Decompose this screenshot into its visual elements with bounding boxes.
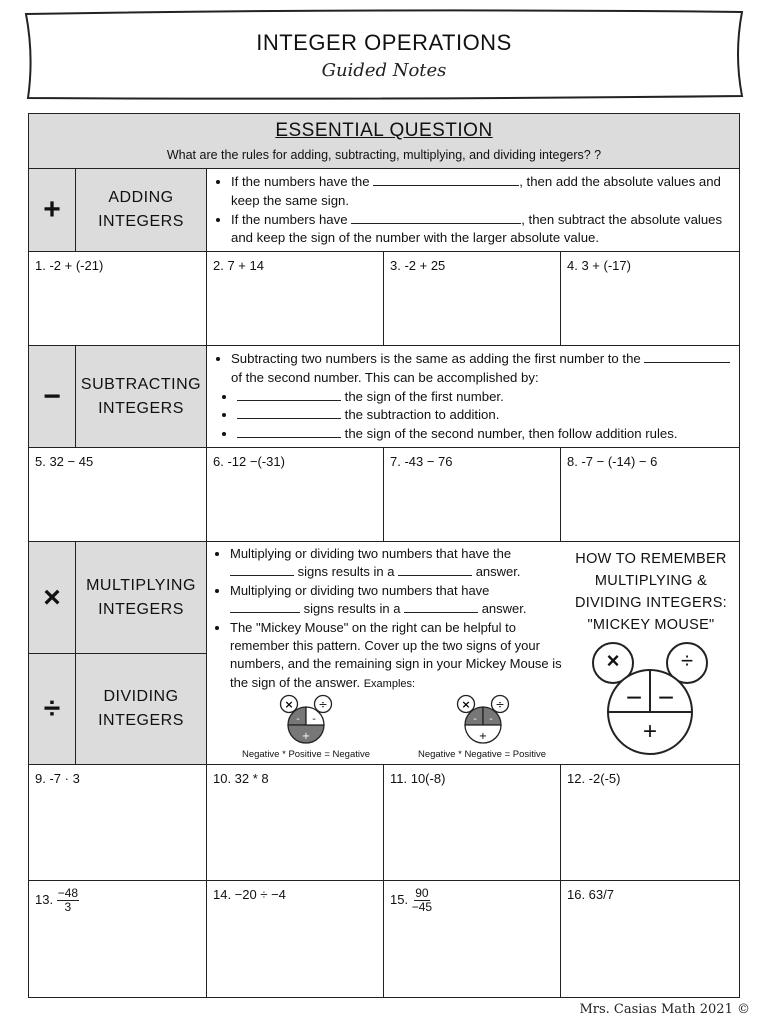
svg-text:-: - (489, 714, 493, 725)
svg-text:÷: ÷ (495, 698, 505, 711)
example-mickey-2-icon (453, 694, 513, 748)
adding-symbol: + (28, 168, 76, 252)
problem-7[interactable]: 7. -43 − 76 (383, 447, 561, 542)
svg-text:×: × (461, 698, 471, 711)
svg-text:-: - (296, 714, 300, 725)
mult-rule-2: • Multiplying or dividing two numbers that have signs results in a answer. (230, 582, 562, 619)
mickey-face-bottom: + (642, 718, 657, 745)
svg-text:+: + (478, 731, 488, 742)
answer-blank[interactable] (237, 389, 341, 401)
example-mickey-1-icon (276, 694, 336, 748)
example-1-caption: Negative * Positive = Negative (241, 749, 371, 760)
examples-label: Examples: (363, 677, 416, 690)
problem-13[interactable]: 13. $\frac{-48}{3}$ (28, 880, 207, 998)
problem-15[interactable]: 15. $\frac{90}{-45}$ (383, 880, 561, 998)
problem-11[interactable]: 11. 10(-8) (383, 764, 561, 881)
example-2-caption: Negative * Negative = Positive (417, 749, 547, 760)
problem-9[interactable]: 9. -7 · 3 (28, 764, 207, 881)
mult-rule-1: • Multiplying or dividing two numbers that have the signs results in a answer. (230, 545, 562, 582)
subtracting-step-3: • the sign of the second number, then follow addition rules. (237, 425, 733, 444)
problem-3[interactable]: 3. -2 + 25 (383, 251, 561, 346)
subtracting-step-1: • the sign of the first number. (237, 388, 733, 407)
mult-div-rules (206, 541, 568, 691)
subtracting-label: SUBTRACTING INTEGERS (75, 345, 207, 448)
problem-10[interactable]: 10. 32 * 8 (206, 764, 384, 881)
adding-rule-2: • If the numbers have , then subtract the absolute values and keep the sign of the number with the larger absolute value. (231, 211, 733, 249)
mickey-title: HOW TO REMEMBER MULTIPLYING & DIVIDING INTEGERS: "MICKEY MOUSE" (574, 551, 728, 633)
problem-2[interactable]: 2. 7 + 14 (206, 251, 384, 346)
subtracting-rules (206, 345, 740, 448)
answer-blank[interactable] (404, 601, 478, 613)
subtracting-symbol: − (28, 345, 76, 448)
answer-blank[interactable] (644, 351, 730, 363)
answer-blank[interactable] (351, 212, 521, 224)
svg-text:÷: ÷ (318, 698, 328, 711)
subtracting-rule: • Subtracting two numbers is the same as adding the first number to the of the second number. This can be accomplished by: (231, 350, 733, 388)
problem-8[interactable]: 8. -7 − (-14) − 6 (560, 447, 740, 542)
answer-blank[interactable] (230, 601, 300, 613)
multiplying-symbol: × (28, 541, 76, 654)
page-subtitle: Guided Notes (321, 60, 447, 81)
adding-rule-1: • If the numbers have the , then add the absolute values and keep the same sign. (231, 173, 733, 211)
mickey-ear-left: × (606, 648, 620, 673)
essential-question-text: What are the rules for adding, subtracting, multiplying, and dividing integers? ? (166, 148, 602, 162)
fraction: $\frac{90}{-45}$ (411, 886, 433, 914)
essential-question-title: ESSENTIAL QUESTION (275, 120, 493, 141)
dividing-symbol: ÷ (28, 653, 76, 765)
footer-credit: Mrs. Casias Math 2021 © (579, 1002, 750, 1017)
multiplying-label: MULTIPLYING INTEGERS (75, 541, 207, 654)
answer-blank[interactable] (237, 426, 341, 438)
answer-blank[interactable] (230, 564, 294, 576)
problem-6[interactable]: 6. -12 −(-31) (206, 447, 384, 542)
svg-text:-: - (312, 714, 316, 725)
adding-rules (206, 168, 740, 252)
answer-blank[interactable] (398, 564, 472, 576)
mickey-face-top-left: − (625, 682, 643, 713)
answer-blank[interactable] (237, 407, 341, 419)
mult-rule-3: • The "Mickey Mouse" on the right can be helpful to remember this pattern. Cover up the two signs of your numbers, and the remaining sign in your Mickey Mouse is the sign of the answer. Examples: (230, 619, 562, 694)
problem-12[interactable]: 12. -2(-5) (560, 764, 740, 881)
problem-1[interactable]: 1. -2 + (-21) (28, 251, 207, 346)
problem-5[interactable]: 5. 32 − 45 (28, 447, 207, 542)
mickey-face-top-right: − (657, 682, 675, 713)
mickey-ear-right: ÷ (680, 648, 694, 673)
subtracting-step-2: • the subtraction to addition. (237, 406, 733, 425)
problem-16[interactable]: 16. 63/7 (560, 880, 740, 998)
adding-label: ADDING INTEGERS (75, 168, 207, 252)
fraction: $\frac{-48}{3}$ (57, 886, 79, 914)
answer-blank[interactable] (373, 174, 519, 186)
problem-4[interactable]: 4. 3 + (-17) (560, 251, 740, 346)
svg-text:×: × (284, 698, 294, 711)
svg-text:-: - (473, 714, 477, 725)
page-title: INTEGER OPERATIONS (256, 30, 512, 55)
problem-14[interactable]: 14. −20 ÷ −4 (206, 880, 384, 998)
svg-text:+: + (301, 731, 311, 742)
dividing-label: DIVIDING INTEGERS (75, 653, 207, 765)
